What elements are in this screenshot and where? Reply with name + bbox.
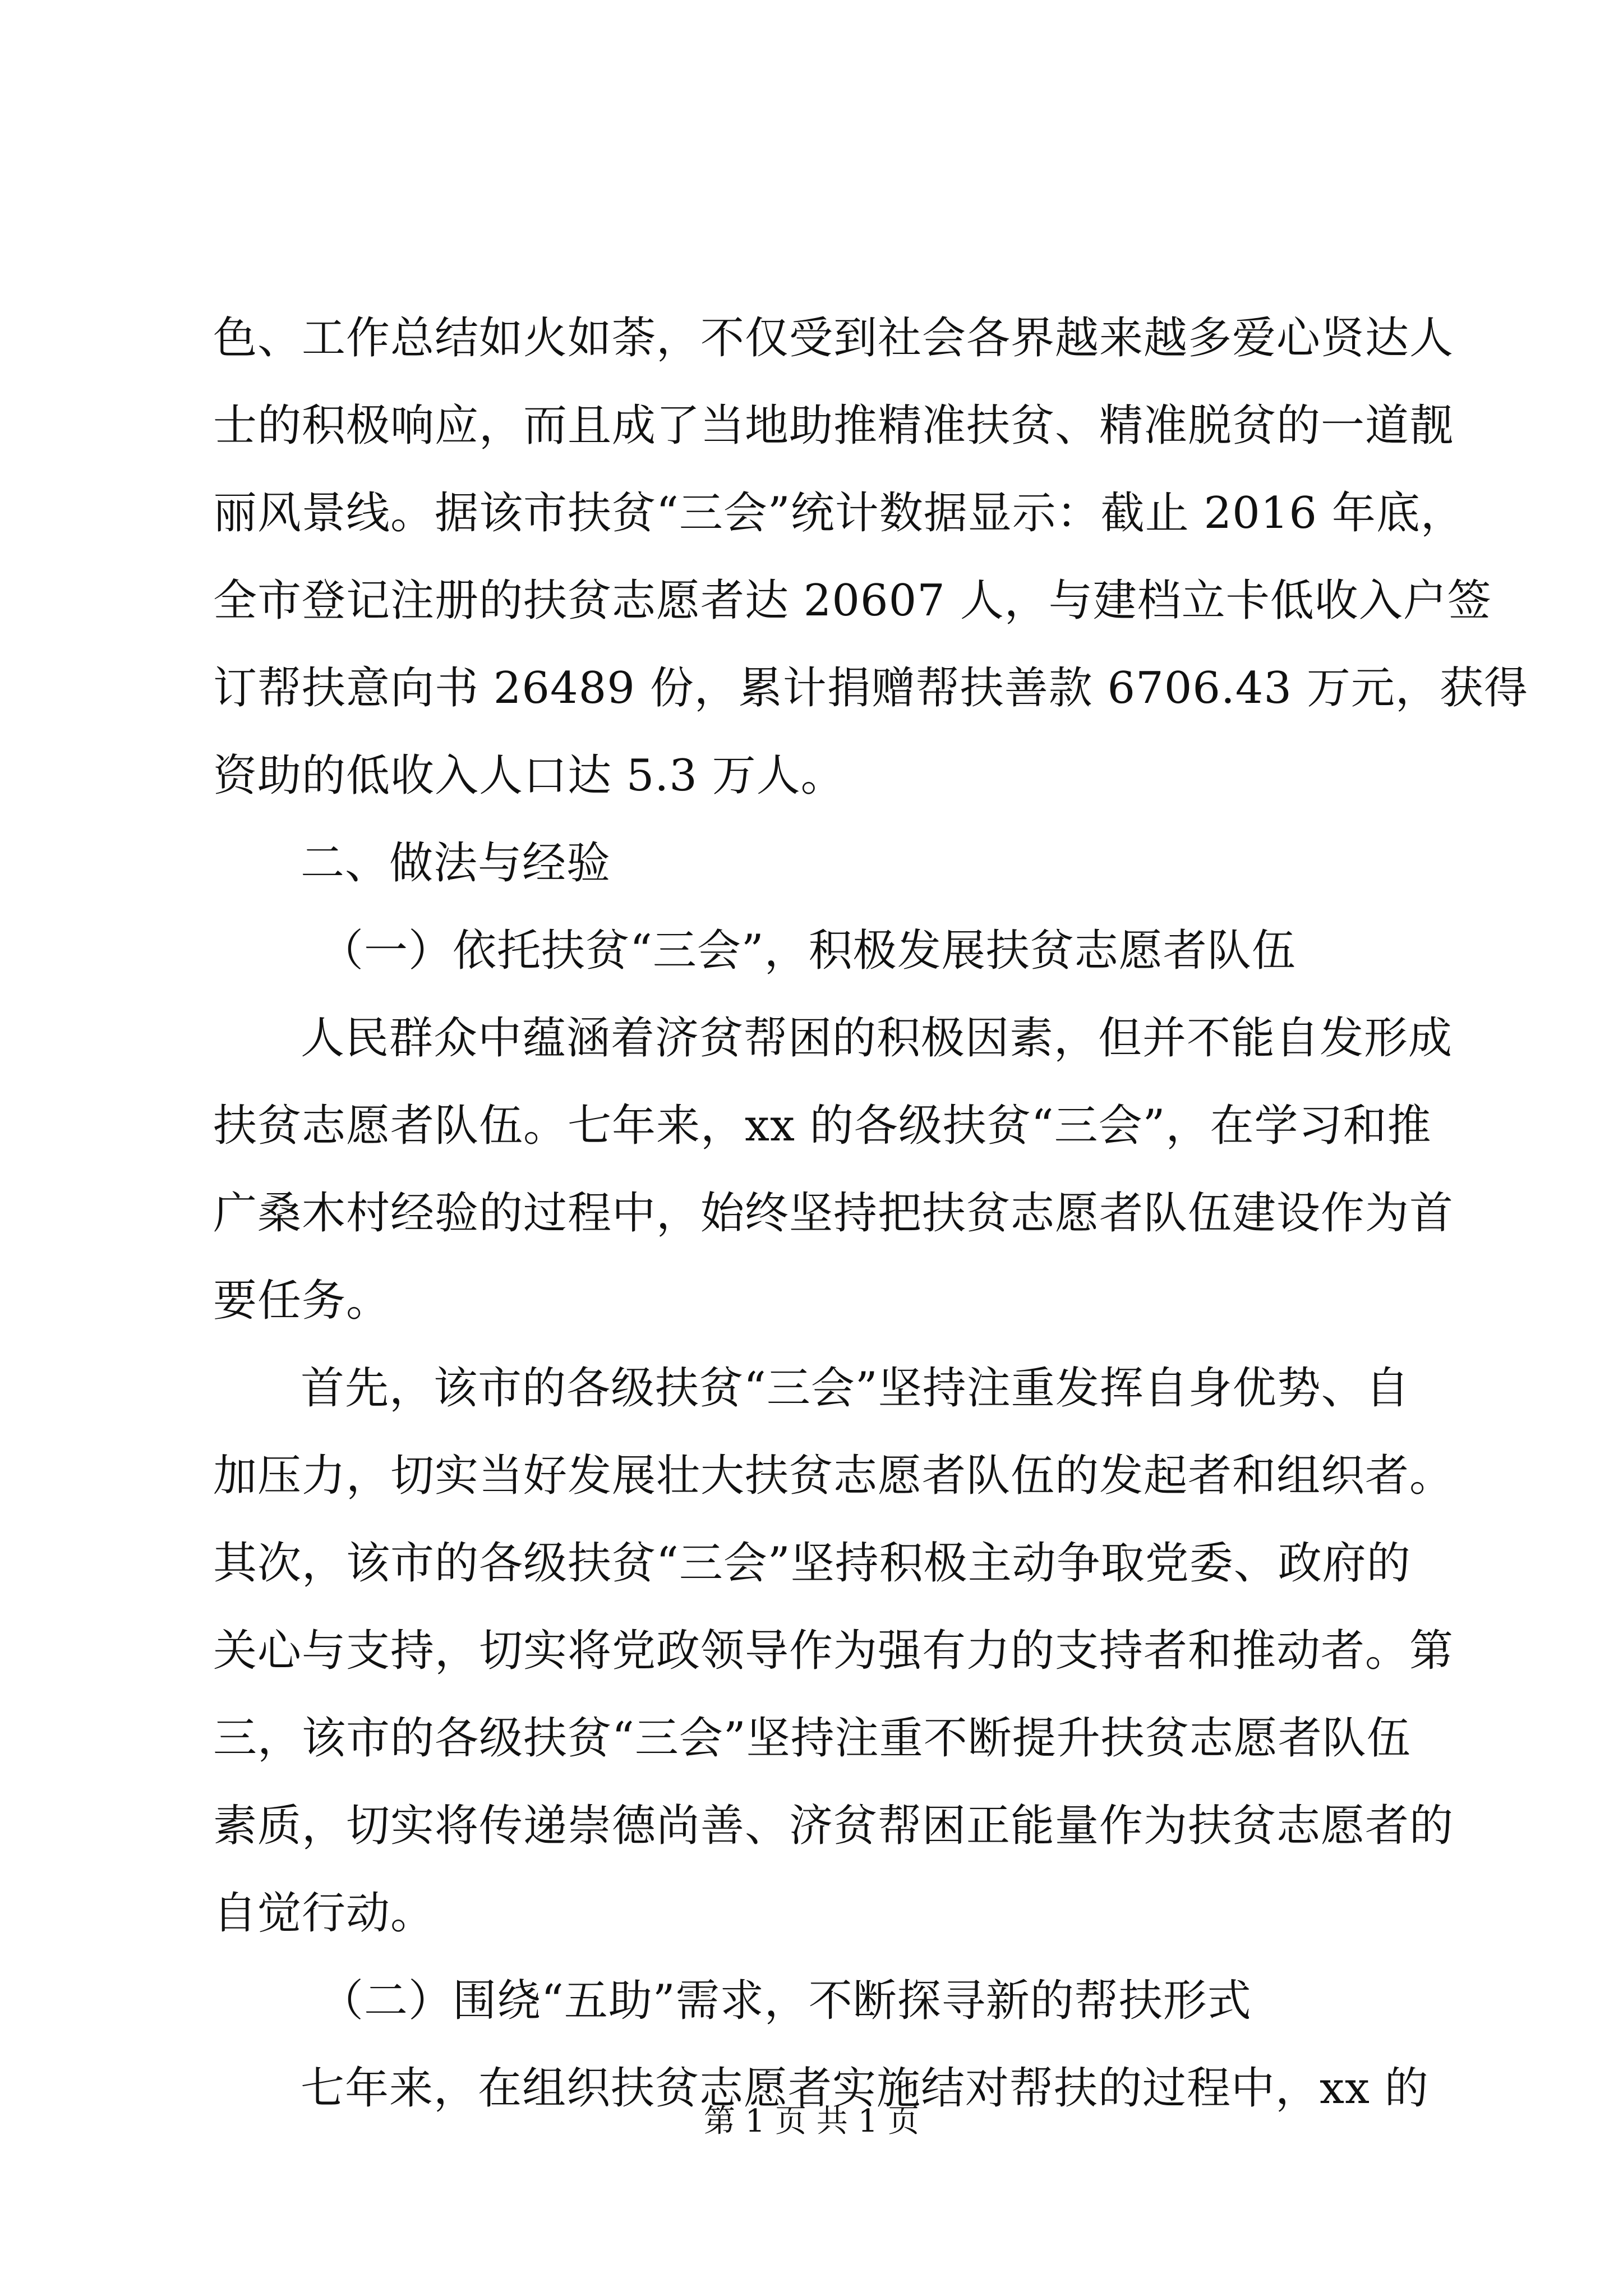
text-line: 色、工作总结如火如荼，不仅受到社会各界越来越多爱心贤达人: [213, 313, 1454, 364]
text-line: 订帮扶意向书 26489 份，累计捐赠帮扶善款 6706.43 万元，获得: [213, 663, 1528, 714]
subsection-heading: （一）依托扶贫“三会”，积极发展扶贫志愿者队伍: [320, 926, 1296, 976]
text-line: 士的积极响应，而且成了当地助推精准扶贫、精准脱贫的一道靓: [213, 401, 1454, 451]
text-line: 全市登记注册的扶贫志愿者达 20607 人，与建档立卡低收入户签: [213, 576, 1492, 626]
text-line: 其次，该市的各级扶贫“三会”坚持积极主动争取党委、政府的: [213, 1538, 1411, 1589]
text-line: 素质，切实将传递崇德尚善、济贫帮困正能量作为扶贫志愿者的: [213, 1801, 1454, 1851]
text-line: 广桑木村经验的过程中，始终坚持把扶贫志愿者队伍建设作为首: [213, 1188, 1454, 1239]
section-heading: 二、做法与经验: [301, 838, 611, 889]
text-line: 首先，该市的各级扶贫“三会”坚持注重发挥自身优势、自: [301, 1363, 1410, 1414]
text-line: 丽风景线。据该市扶贫“三会”统计数据显示：截止 2016 年底，: [213, 488, 1465, 539]
text-line: 七年来，在组织扶贫志愿者实施结对帮扶的过程中，xx 的: [301, 2063, 1429, 2114]
text-line: 三，该市的各级扶贫“三会”坚持注重不断提升扶贫志愿者队伍: [213, 1713, 1411, 1764]
text-line: 人民群众中蕴涵着济贫帮困的积极因素，但并不能自发形成: [301, 1013, 1453, 1064]
text-line: 自觉行动。: [213, 1888, 435, 1939]
subsection-heading: （二）围绕“五助”需求，不断探寻新的帮扶形式: [320, 1976, 1252, 2026]
text-line: 要任务。: [213, 1276, 391, 1326]
text-line: 扶贫志愿者队伍。七年来，xx 的各级扶贫“三会”，在学习和推: [213, 1101, 1432, 1151]
page-footer: 第 1 页 共 1 页: [703, 2103, 920, 2139]
text-line: 关心与支持，切实将党政领导作为强有力的支持者和推动者。第: [213, 1626, 1454, 1676]
document-body: [213, 295, 1528, 2132]
text-line: 加压力，切实当好发展壮大扶贫志愿者队伍的发起者和组织者。: [213, 1451, 1454, 1501]
text-line: 资助的低收入人口达 5.3 万人。: [213, 751, 845, 801]
